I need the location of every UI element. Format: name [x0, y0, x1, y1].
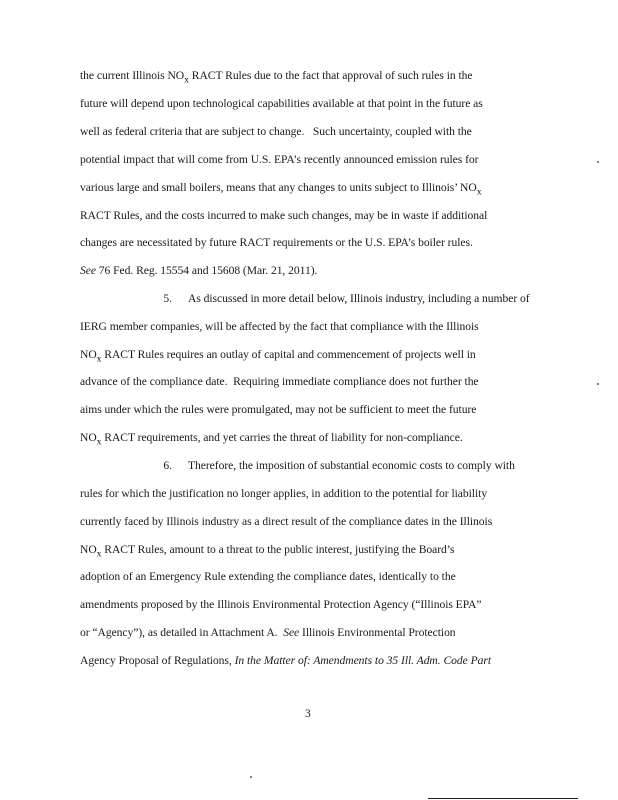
text-line: $NO_x$ RACT Rules, amount to a threat to the public interest, justifying the Board’s: [80, 543, 455, 560]
scan-speck: [597, 383, 599, 385]
text-line: aims under which the rules were promulgated, may not be sufficient to meet the future: [80, 403, 477, 416]
text-line: Agency Proposal of Regulations, In the Matter of: Amendments to 35 Ill. Adm. Code Part: [80, 654, 491, 667]
text-line: well as federal criteria that are subject to change. Such uncertainty, coupled with the: [80, 125, 472, 138]
text-line: $NO_x$ RACT requirements, and yet carries the threat of liability for non-compliance.: [80, 431, 463, 448]
text-line: future will depend upon technological capabilities available at that point in the future as: [80, 97, 483, 110]
text-line: $NO_x$ RACT Rules requires an outlay of capital and commencement of projects well in: [80, 348, 476, 365]
text-line: IERG member companies, will be affected by the fact that compliance with the Illinois: [80, 320, 479, 333]
text-line: 5. As discussed in more detail below, Illinois industry, including a number of: [163, 292, 530, 305]
text-line: See 76 Fed. Reg. 15554 and 15608 (Mar. 21, 2011).: [80, 264, 318, 277]
text-line: various large and small boilers, means that any changes to units subject to Illinois’ $NO_x$: [80, 181, 482, 198]
text-line: currently faced by Illinois industry as a direct result of the compliance dates in the Illinois: [80, 515, 493, 528]
text-line: changes are necessitated by future RACT requirements or the U.S. EPA’s boiler rules.: [80, 236, 473, 249]
text-line: the current Illinois $NO_x$ RACT Rules due to the fact that approval of such rules in the: [80, 69, 473, 86]
text-line: adoption of an Emergency Rule extending the compliance dates, identically to the: [80, 570, 456, 583]
page-number: 3: [305, 708, 311, 720]
text-line: rules for which the justification no longer applies, in addition to the potential for liability: [80, 487, 488, 500]
text-line: potential impact that will come from U.S. EPA’s recently announced emission rules for: [80, 153, 479, 166]
text-line: RACT Rules, and the costs incurred to make such changes, may be in waste if additional: [80, 209, 488, 222]
text-line: 6. Therefore, the imposition of substantial economic costs to comply with: [163, 459, 515, 472]
text-line: advance of the compliance date. Requiring immediate compliance does not further the: [80, 375, 479, 388]
scan-speck: [597, 161, 599, 163]
footer-rule: [428, 798, 578, 799]
text-line: amendments proposed by the Illinois Environmental Protection Agency (“Illinois EPA”: [80, 598, 482, 611]
scan-speck: [250, 776, 252, 778]
text-line: or “Agency”), as detailed in Attachment A. See Illinois Environmental Protection: [80, 626, 456, 639]
